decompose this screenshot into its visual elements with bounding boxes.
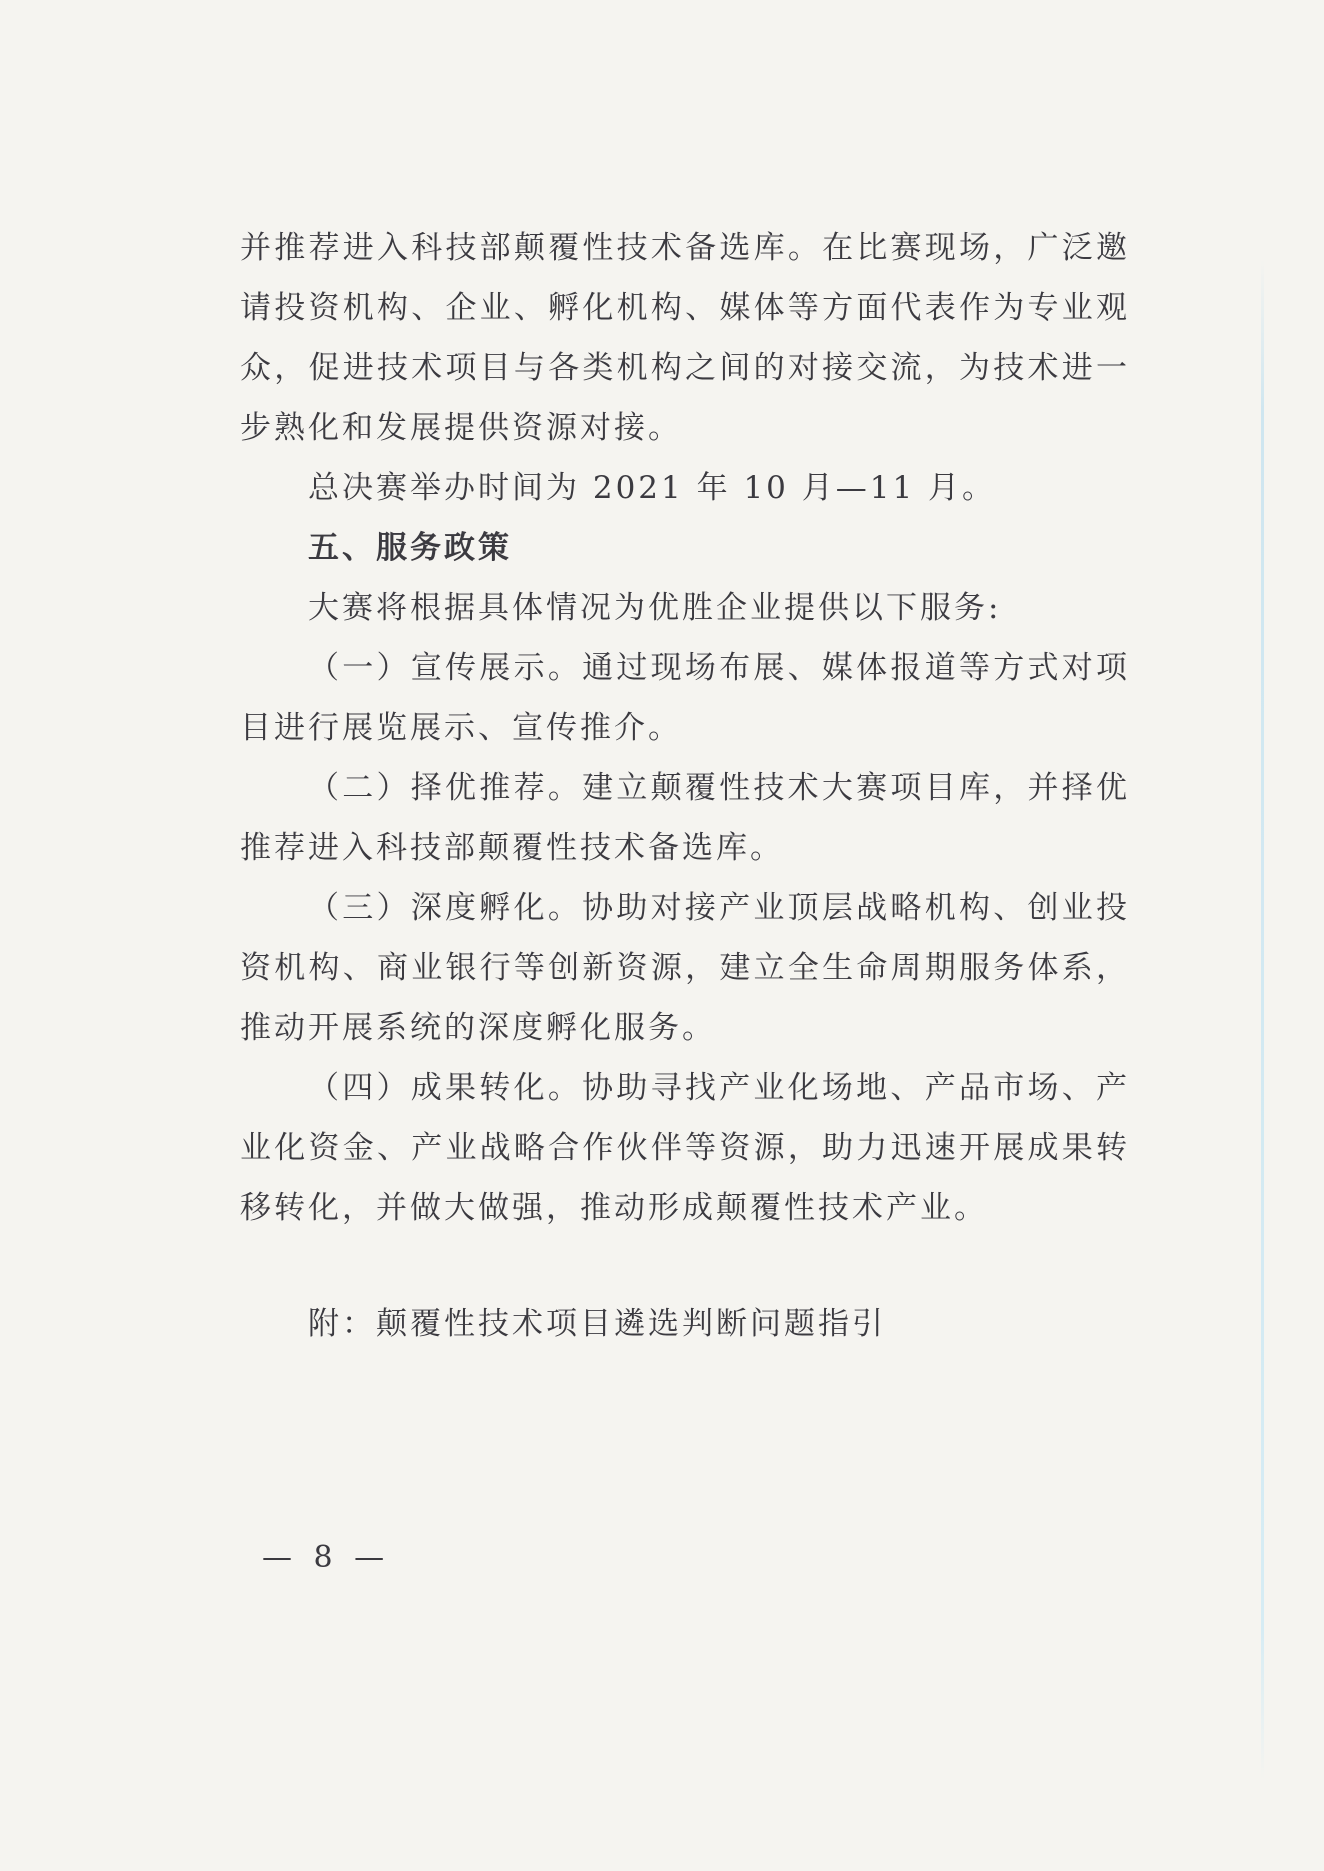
section-intro: 大赛将根据具体情况为优胜企业提供以下服务: xyxy=(308,590,1002,626)
paragraph-final-date: 总决赛举办时间为 2021 年 10 月—11 月。 xyxy=(308,470,997,506)
document-body xyxy=(240,218,1130,1354)
paragraph-continuation: 并推荐进入科技部颠覆性技术备选库。在比赛现场，广泛邀请投资机构、企业、孵化机构、媒体等方面代表作为专业观众，促进技术项目与各类机构之间的对接交流，为技术进一步熟化和发展提供资源对接。 xyxy=(240,230,1130,446)
service-item-1: （一）宣传展示。通过现场布展、媒体报道等方式对项目进行展览展示、宣传推介。 xyxy=(240,650,1130,746)
service-item-3: （三）深度孵化。协助对接产业顶层战略机构、创业投资机构、商业银行等创新资源，建立全生命周期服务体系，推动开展系统的深度孵化服务。 xyxy=(240,890,1130,1046)
annex-note: 附：颠覆性技术项目遴选判断问题指引 xyxy=(308,1306,886,1342)
scan-edge-line xyxy=(1261,260,1264,1780)
service-item-2: （二）择优推荐。建立颠覆性技术大赛项目库，并择优推荐进入科技部颠覆性技术备选库。 xyxy=(240,770,1130,866)
section-heading: 五、服务政策 xyxy=(308,530,512,566)
service-item-4: （四）成果转化。协助寻找产业化场地、产品市场、产业化资金、产业战略合作伙伴等资源，助力迅速开展成果转移转化，并做大做强，推动形成颠覆性技术产业。 xyxy=(240,1070,1130,1226)
page-number: — 8 — xyxy=(262,1540,391,1575)
